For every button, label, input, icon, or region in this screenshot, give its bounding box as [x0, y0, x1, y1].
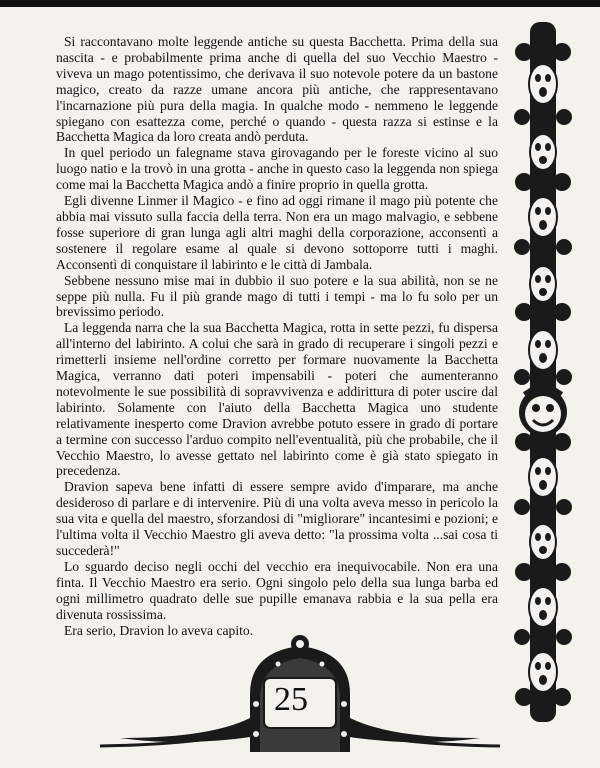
page-top-edge [0, 0, 600, 7]
paragraph: Si raccontavano molte leggende antiche su questa Bacchetta. Prima della sua nascita - e probabilmente prima anche di quella del suo Vecchio Maestro - viveva un mago potentissimo, che derivava il suo notevole potere da un bastone magico, creato da razze umane ancora più antiche, che rappresentavano l'incarnazione più pura della magia. In qualche modo - nemmeno le leggende spiegano con esattezza come, perché o quando - questa razza si estinse e la Bacchetta Magica da loro creata andò perduta. [56, 34, 498, 145]
ornamental-face-border-icon [512, 22, 574, 722]
paragraph: Era serio, Dravion lo aveva capito. [64, 622, 254, 638]
paragraph: Sebbene nessuno mise mai in dubbio il suo potere e la sua abilità, non se ne seppe più nulla. Fu il più grande mago di tutti i tempi - ma lo fu solo per un brevissimo periodo. [56, 272, 498, 320]
page-number: 25 [274, 681, 308, 718]
paragraph: Dravion sapeva bene infatti di essere sempre avido d'imparare, ma anche desideroso di parlare e di intervenire. Più di una volta aveva messo in pericolo la sua vita e quella del maestro, sforzandosi di "migliorare" incantesimi e pozioni; e l'ultima volta il Vecchio Maestro gli aveva detto: "la prossima volta ...sai cosa ti succederà!" [56, 479, 498, 558]
paragraph: In quel periodo un falegname stava girovagando per le foreste vicino al suo luogo natio e la trovò in una grotta - anche in questo caso la leggenda non spiega come mai la Bacchetta Magica andò a finire proprio in quella grotta. [56, 145, 498, 193]
paragraph: Egli divenne Linmer il Magico - e fino ad oggi rimane il mago più potente che abbia mai vissuto sulla faccia della terra. Non era un mago malvagio, e sebbene fosse superiore di gran lunga agli altri maghi della corporazione, acconsentì a sostenere il regolare esame al quale si devono sottoporre tutti i maghi. Acconsentì di conquistare il labirinto e le città di Jambala. [56, 193, 498, 272]
body-text [56, 34, 498, 638]
paragraph: La leggenda narra che la sua Bacchetta Magica, rotta in sette pezzi, fu dispersa all'interno del labirinto. A colui che sarà in grado di recuperare i singoli pezzi e rimetterli insieme nell'ordine corretto per formare nuovamente la Bacchetta Magica, verranno dati poteri impensabili - poteri che aumenteranno notevolmente le sue possibilità di sopravvivenza e addirittura di poter uscire dal labirinto. Solamente con l'aiuto della Bacchetta Magica uno studente relativamente inesperto come Dravion avrebbe potuto essere in grado di portare a termine con successo l'arduo compito nell'eventualità, più che probabile, che il Vecchio Maestro, lo avesse gettato nel labirinto come è già stato spiegato in precedenza. [56, 320, 498, 479]
paragraph: Lo sguardo deciso negli occhi del vecchio era inequivocabile. Non era una finta. Il Vecchio Maestro era serio. Ogni singolo pelo della sua lunga barba ed ogni millimetro quadrato delle sue pupille emanava rabbia e la sua pella era divenuta rossissima. [56, 558, 498, 622]
